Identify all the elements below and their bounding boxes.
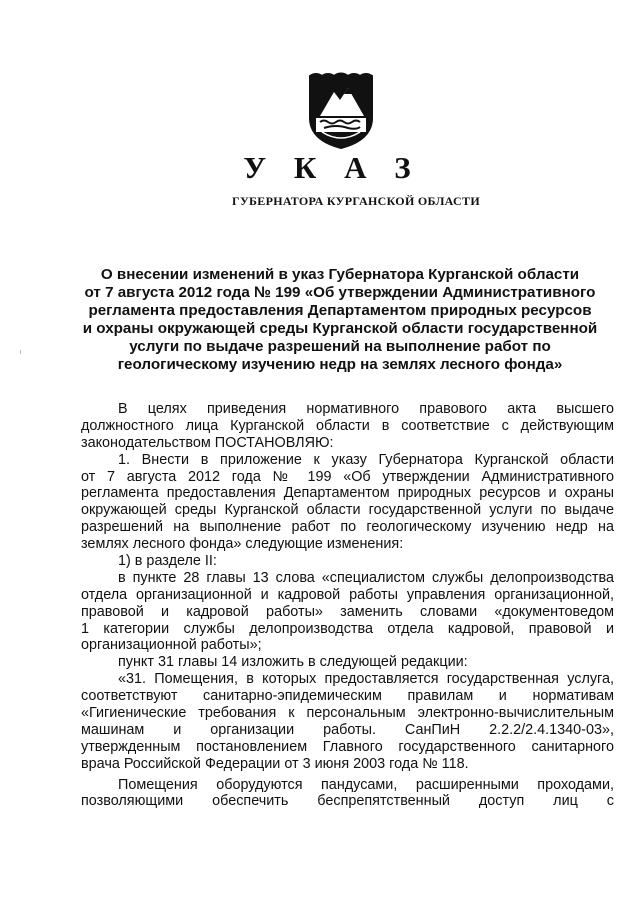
body-line: окружающей среды Курганской области государственной услуги по выдаче bbox=[81, 502, 614, 519]
decree-subject bbox=[70, 266, 610, 374]
body-line: Помещения оборудуются пандусами, расширенными проходами, bbox=[118, 776, 614, 793]
body-line: законодательством ПОСТАНОВЛЯЮ: bbox=[81, 434, 334, 451]
body-line: «Гигиенические требования к персональным электронно-вычислительным bbox=[81, 705, 614, 722]
body-line: регламента предоставления Департаментом природных ресурсов и охраны bbox=[81, 485, 614, 502]
body-line: 1. Внести в приложение к указу Губернатора Курганской области bbox=[118, 451, 614, 468]
body-line: 1 категории службы делопроизводства отдела кадровой, правовой и bbox=[81, 620, 614, 637]
subject-line: и охраны окружающей среды Курганской области государственной bbox=[82, 320, 598, 337]
scan-artifact bbox=[20, 350, 21, 354]
subject-line: от 7 августа 2012 года № 199 «Об утверждении Административного bbox=[84, 284, 596, 301]
decree-body bbox=[81, 401, 614, 810]
body-line: соответствуют санитарно-эпидемическим правилам и нормативам bbox=[81, 688, 614, 705]
body-line: должностного лица Курганской области в соответствие с действующим bbox=[81, 417, 614, 434]
body-line: машинам и организации работы. СанПиН 2.2.2/2.4.1340-03», bbox=[81, 721, 614, 738]
body-line: утвержденным постановлением Главного государственного санитарного bbox=[81, 738, 614, 755]
coat-of-arms-emblem bbox=[306, 70, 376, 150]
body-line: «31. Помещения, в которых предоставляется государственная услуга, bbox=[118, 671, 614, 688]
subject-line: услуги по выдаче разрешений на выполнение работ по bbox=[129, 338, 551, 355]
body-line: пункт 31 главы 14 изложить в следующей редакции: bbox=[118, 654, 468, 671]
decree-title: У К А З bbox=[243, 150, 421, 185]
body-line: землях лесного фонда» следующие изменения: bbox=[81, 536, 404, 553]
body-line: 1) в разделе II: bbox=[118, 553, 217, 570]
body-line: В целях приведения нормативного правового акта высшего bbox=[118, 401, 614, 417]
body-line: в пункте 28 главы 13 слова «специалистом службы делопроизводства bbox=[118, 569, 614, 586]
body-line: организационной работы»; bbox=[81, 637, 262, 654]
body-line: от 7 августа 2012 года № 199 «Об утверждении Административного bbox=[81, 468, 614, 485]
subject-line: регламента предоставления Департаментом природных ресурсов bbox=[88, 302, 592, 319]
subject-line: О внесении изменений в указ Губернатора Курганской области bbox=[100, 266, 580, 283]
body-line: врача Российской Федерации от 3 июня 2003 года № 118. bbox=[81, 755, 469, 772]
body-line: разрешений на выполнение работ по геологическому изучению недр на bbox=[81, 519, 614, 536]
body-line: правовой и кадровой работы» заменить словами «документоведом bbox=[81, 603, 614, 620]
body-line: отдела организационной и кадровой работы управления организационной, bbox=[81, 586, 614, 603]
subject-line: геологическому изучению недр на землях лесного фонда» bbox=[117, 356, 563, 373]
body-line: позволяющими обеспечить беспрепятственный доступ лиц с bbox=[81, 793, 614, 810]
issuer-subtitle: ГУБЕРНАТОРА КУРГАНСКОЙ ОБЛАСТИ bbox=[232, 194, 480, 208]
